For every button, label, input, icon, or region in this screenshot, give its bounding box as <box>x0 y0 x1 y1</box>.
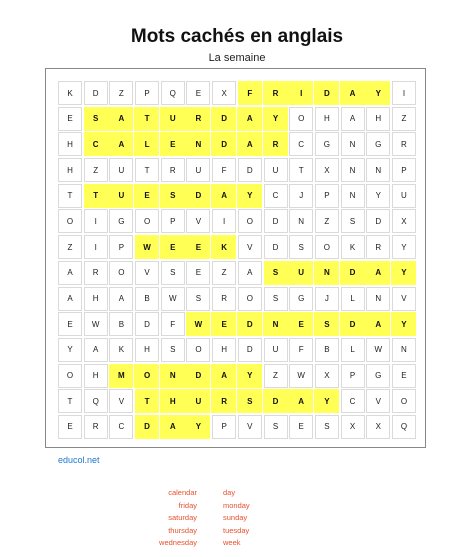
grid-cell[interactable]: H <box>315 107 339 131</box>
grid-cell[interactable]: O <box>392 389 416 413</box>
grid-cell[interactable]: N <box>341 184 365 208</box>
grid-cell[interactable]: E <box>392 364 416 388</box>
grid-cell[interactable]: N <box>264 312 288 336</box>
grid-cell[interactable]: R <box>84 261 108 285</box>
grid-cell[interactable]: B <box>315 338 339 362</box>
grid-cell[interactable]: A <box>109 287 133 311</box>
grid-cell[interactable]: D <box>341 312 365 336</box>
grid-cell[interactable]: A <box>289 389 313 413</box>
grid-cell[interactable]: D <box>264 209 288 233</box>
grid-cell[interactable]: Y <box>58 338 82 362</box>
grid-cell[interactable]: G <box>315 132 339 156</box>
letter-grid <box>58 81 416 439</box>
grid-cell[interactable]: S <box>315 415 339 439</box>
grid-cell[interactable]: U <box>392 184 416 208</box>
word-list-left <box>159 487 197 550</box>
grid-cell[interactable]: E <box>212 312 236 336</box>
grid-cell[interactable]: R <box>366 235 390 259</box>
grid-cell[interactable]: S <box>161 261 185 285</box>
grid-cell[interactable]: Y <box>264 107 288 131</box>
grid-cell[interactable]: Z <box>212 261 236 285</box>
grid-cell[interactable]: N <box>161 364 185 388</box>
grid-cell[interactable]: E <box>186 81 210 105</box>
grid-cell[interactable]: H <box>84 364 108 388</box>
grid-cell[interactable]: P <box>392 158 416 182</box>
grid-cell[interactable]: P <box>315 184 339 208</box>
grid-cell[interactable]: S <box>264 415 288 439</box>
grid-cell[interactable]: T <box>58 389 82 413</box>
grid-cell[interactable]: Z <box>58 235 82 259</box>
grid-cell[interactable]: S <box>289 235 313 259</box>
grid-cell[interactable]: X <box>315 158 339 182</box>
grid-cell[interactable]: Y <box>186 415 210 439</box>
grid-cell[interactable]: P <box>161 209 185 233</box>
page-title: Mots cachés en anglais <box>130 26 344 47</box>
grid-cell[interactable]: D <box>135 312 159 336</box>
grid-cell[interactable]: U <box>109 158 133 182</box>
grid-cell[interactable]: A <box>161 415 185 439</box>
grid-cell[interactable]: H <box>84 287 108 311</box>
grid-cell[interactable]: D <box>238 158 262 182</box>
grid-cell[interactable]: A <box>341 81 365 105</box>
grid-cell[interactable]: A <box>341 107 365 131</box>
grid-cell[interactable]: O <box>315 235 339 259</box>
grid-cell[interactable]: L <box>135 132 159 156</box>
grid-cell[interactable]: S <box>315 312 339 336</box>
grid-cell[interactable]: F <box>212 158 236 182</box>
grid-cell[interactable]: R <box>84 415 108 439</box>
grid-cell[interactable]: E <box>186 235 210 259</box>
grid-cell[interactable]: G <box>109 209 133 233</box>
grid-cell[interactable]: J <box>289 184 313 208</box>
grid-cell[interactable]: W <box>135 235 159 259</box>
grid-cell[interactable]: E <box>58 312 82 336</box>
grid-cell[interactable]: P <box>135 81 159 105</box>
grid-cell[interactable]: N <box>315 261 339 285</box>
grid-cell[interactable]: O <box>109 261 133 285</box>
grid-cell[interactable]: Q <box>392 415 416 439</box>
grid-cell[interactable]: C <box>109 415 133 439</box>
credit-link[interactable]: educol.net <box>58 455 100 465</box>
grid-cell[interactable]: E <box>58 415 82 439</box>
grid-cell[interactable]: D <box>264 235 288 259</box>
word-list-item: friday <box>178 500 197 510</box>
grid-cell[interactable]: D <box>212 107 236 131</box>
grid-cell[interactable]: T <box>135 158 159 182</box>
grid-cell[interactable]: V <box>135 261 159 285</box>
grid-cell[interactable]: M <box>109 364 133 388</box>
grid-cell[interactable]: B <box>109 312 133 336</box>
grid-cell[interactable]: E <box>58 107 82 131</box>
grid-cell[interactable]: W <box>289 364 313 388</box>
grid-cell[interactable]: R <box>392 132 416 156</box>
grid-cell[interactable]: D <box>186 184 210 208</box>
grid-cell[interactable]: W <box>366 338 390 362</box>
page-subtitle: La semaine <box>208 52 266 64</box>
word-list-item: day <box>223 488 236 497</box>
grid-cell[interactable]: D <box>212 132 236 156</box>
grid-cell[interactable]: R <box>212 389 236 413</box>
grid-cell[interactable]: H <box>212 338 236 362</box>
grid-cell[interactable]: H <box>161 389 185 413</box>
grid-cell[interactable]: L <box>341 338 365 362</box>
grid-cell[interactable]: F <box>161 312 185 336</box>
grid-cell[interactable]: C <box>264 184 288 208</box>
grid-cell[interactable]: S <box>161 184 185 208</box>
grid-cell[interactable]: S <box>186 287 210 311</box>
grid-cell[interactable]: U <box>289 261 313 285</box>
grid-cell[interactable]: W <box>186 312 210 336</box>
grid-cell[interactable]: U <box>264 158 288 182</box>
grid-cell[interactable]: G <box>366 364 390 388</box>
word-list-item: wednesday <box>159 538 197 548</box>
grid-cell[interactable]: Q <box>84 389 108 413</box>
grid-cell[interactable]: E <box>289 312 313 336</box>
grid-cell[interactable]: G <box>289 287 313 311</box>
grid-cell[interactable]: R <box>186 107 210 131</box>
word-list-item: week <box>223 538 241 548</box>
grid-cell[interactable]: O <box>289 107 313 131</box>
grid-cell[interactable]: D <box>238 312 262 336</box>
grid-cell[interactable]: V <box>109 389 133 413</box>
grid-cell[interactable]: H <box>58 132 82 156</box>
grid-cell[interactable]: D <box>264 389 288 413</box>
grid-cell[interactable]: K <box>58 81 82 105</box>
grid-cell[interactable]: P <box>341 364 365 388</box>
grid-cell[interactable]: X <box>366 415 390 439</box>
grid-cell[interactable]: O <box>135 364 159 388</box>
grid-cell[interactable]: B <box>135 287 159 311</box>
grid-cell[interactable]: T <box>135 389 159 413</box>
grid-cell[interactable]: D <box>315 81 339 105</box>
grid-cell[interactable]: F <box>238 81 262 105</box>
grid-cell[interactable]: T <box>289 158 313 182</box>
grid-cell[interactable]: D <box>135 415 159 439</box>
grid-cell[interactable]: X <box>315 364 339 388</box>
word-list-item: monday <box>223 500 250 510</box>
grid-cell[interactable]: Y <box>392 235 416 259</box>
grid-cell[interactable]: A <box>238 261 262 285</box>
grid-cell[interactable]: A <box>366 312 390 336</box>
grid-cell[interactable]: Y <box>392 312 416 336</box>
grid-cell[interactable]: O <box>238 209 262 233</box>
grid-cell[interactable]: N <box>341 158 365 182</box>
grid-cell[interactable]: Z <box>109 81 133 105</box>
grid-cell[interactable]: U <box>186 158 210 182</box>
grid-cell[interactable]: S <box>264 287 288 311</box>
word-list-item: thursday <box>168 525 197 535</box>
grid-cell[interactable]: H <box>135 338 159 362</box>
grid-cell[interactable]: Y <box>392 261 416 285</box>
grid-cell[interactable]: N <box>341 132 365 156</box>
grid-cell[interactable]: Y <box>238 184 262 208</box>
grid-cell[interactable]: K <box>212 235 236 259</box>
grid-cell[interactable]: I <box>84 209 108 233</box>
grid-cell[interactable]: V <box>366 389 390 413</box>
grid-cell[interactable]: A <box>366 261 390 285</box>
grid-cell[interactable]: N <box>366 158 390 182</box>
grid-cell[interactable]: R <box>161 158 185 182</box>
grid-cell[interactable]: V <box>238 235 262 259</box>
grid-cell[interactable]: A <box>84 338 108 362</box>
word-list-item: tuesday <box>223 525 250 535</box>
grid-cell[interactable]: G <box>366 132 390 156</box>
grid-cell[interactable]: E <box>135 184 159 208</box>
grid-cell[interactable]: N <box>186 132 210 156</box>
grid-cell[interactable]: I <box>84 235 108 259</box>
grid-cell[interactable]: E <box>186 261 210 285</box>
grid-cell[interactable]: C <box>84 132 108 156</box>
grid-cell[interactable]: H <box>58 158 82 182</box>
word-list-item: saturday <box>168 513 197 523</box>
grid-cell[interactable]: Z <box>264 364 288 388</box>
grid-cell[interactable]: C <box>341 389 365 413</box>
grid-cell[interactable]: A <box>238 107 262 131</box>
word-list-right <box>223 487 250 550</box>
grid-cell[interactable]: A <box>212 184 236 208</box>
grid-cell[interactable]: D <box>366 209 390 233</box>
grid-cell[interactable]: U <box>109 184 133 208</box>
word-list-item: calendar <box>168 488 197 497</box>
grid-cell[interactable]: D <box>186 364 210 388</box>
grid-cell[interactable]: V <box>392 287 416 311</box>
grid-cell[interactable]: N <box>289 209 313 233</box>
grid-cell[interactable]: S <box>84 107 108 131</box>
grid-cell[interactable]: O <box>135 209 159 233</box>
puzzle-board <box>45 68 426 448</box>
grid-cell[interactable]: U <box>186 389 210 413</box>
grid-cell[interactable]: S <box>161 338 185 362</box>
grid-cell[interactable]: Y <box>238 364 262 388</box>
grid-cell[interactable]: D <box>341 261 365 285</box>
grid-cell[interactable]: U <box>264 338 288 362</box>
grid-cell[interactable]: E <box>161 132 185 156</box>
grid-cell[interactable]: Z <box>392 107 416 131</box>
word-list-item: sunday <box>223 513 248 523</box>
grid-cell[interactable]: N <box>392 338 416 362</box>
grid-cell[interactable]: E <box>161 235 185 259</box>
grid-cell[interactable]: Z <box>84 158 108 182</box>
grid-cell[interactable]: R <box>212 287 236 311</box>
grid-cell[interactable]: O <box>58 209 82 233</box>
grid-cell[interactable]: S <box>238 389 262 413</box>
grid-cell[interactable]: S <box>264 261 288 285</box>
grid-cell[interactable]: A <box>58 287 82 311</box>
grid-cell[interactable]: I <box>392 81 416 105</box>
grid-cell[interactable]: S <box>341 209 365 233</box>
grid-cell[interactable]: P <box>109 235 133 259</box>
grid-cell[interactable]: I <box>212 209 236 233</box>
grid-cell[interactable]: D <box>84 81 108 105</box>
grid-cell[interactable]: P <box>212 415 236 439</box>
grid-cell[interactable]: J <box>315 287 339 311</box>
grid-cell[interactable]: X <box>392 209 416 233</box>
grid-cell[interactable]: D <box>238 338 262 362</box>
grid-cell[interactable]: R <box>264 81 288 105</box>
grid-cell[interactable]: A <box>109 107 133 131</box>
grid-cell[interactable]: U <box>161 107 185 131</box>
grid-cell[interactable]: I <box>289 81 313 105</box>
grid-cell[interactable]: K <box>109 338 133 362</box>
grid-cell[interactable]: E <box>289 415 313 439</box>
grid-cell[interactable]: A <box>109 132 133 156</box>
grid-cell[interactable]: V <box>238 415 262 439</box>
grid-cell[interactable]: A <box>238 132 262 156</box>
grid-cell[interactable]: Y <box>366 184 390 208</box>
grid-cell[interactable]: C <box>289 132 313 156</box>
grid-cell[interactable]: Y <box>366 81 390 105</box>
grid-cell[interactable]: N <box>366 287 390 311</box>
grid-cell[interactable]: O <box>238 287 262 311</box>
grid-cell[interactable]: H <box>366 107 390 131</box>
grid-cell[interactable]: A <box>212 364 236 388</box>
grid-cell[interactable]: L <box>341 287 365 311</box>
grid-cell[interactable]: Q <box>161 81 185 105</box>
grid-cell[interactable]: O <box>58 364 82 388</box>
grid-cell[interactable]: T <box>135 107 159 131</box>
grid-cell[interactable]: F <box>289 338 313 362</box>
grid-cell[interactable]: O <box>186 338 210 362</box>
grid-cell[interactable]: X <box>341 415 365 439</box>
grid-cell[interactable]: T <box>84 184 108 208</box>
grid-cell[interactable]: X <box>212 81 236 105</box>
grid-cell[interactable]: T <box>58 184 82 208</box>
grid-cell[interactable]: A <box>58 261 82 285</box>
grid-cell[interactable]: K <box>341 235 365 259</box>
grid-cell[interactable]: Y <box>315 389 339 413</box>
grid-cell[interactable]: Z <box>315 209 339 233</box>
grid-cell[interactable]: W <box>84 312 108 336</box>
grid-cell[interactable]: R <box>264 132 288 156</box>
grid-cell[interactable]: V <box>186 209 210 233</box>
grid-cell[interactable]: W <box>161 287 185 311</box>
